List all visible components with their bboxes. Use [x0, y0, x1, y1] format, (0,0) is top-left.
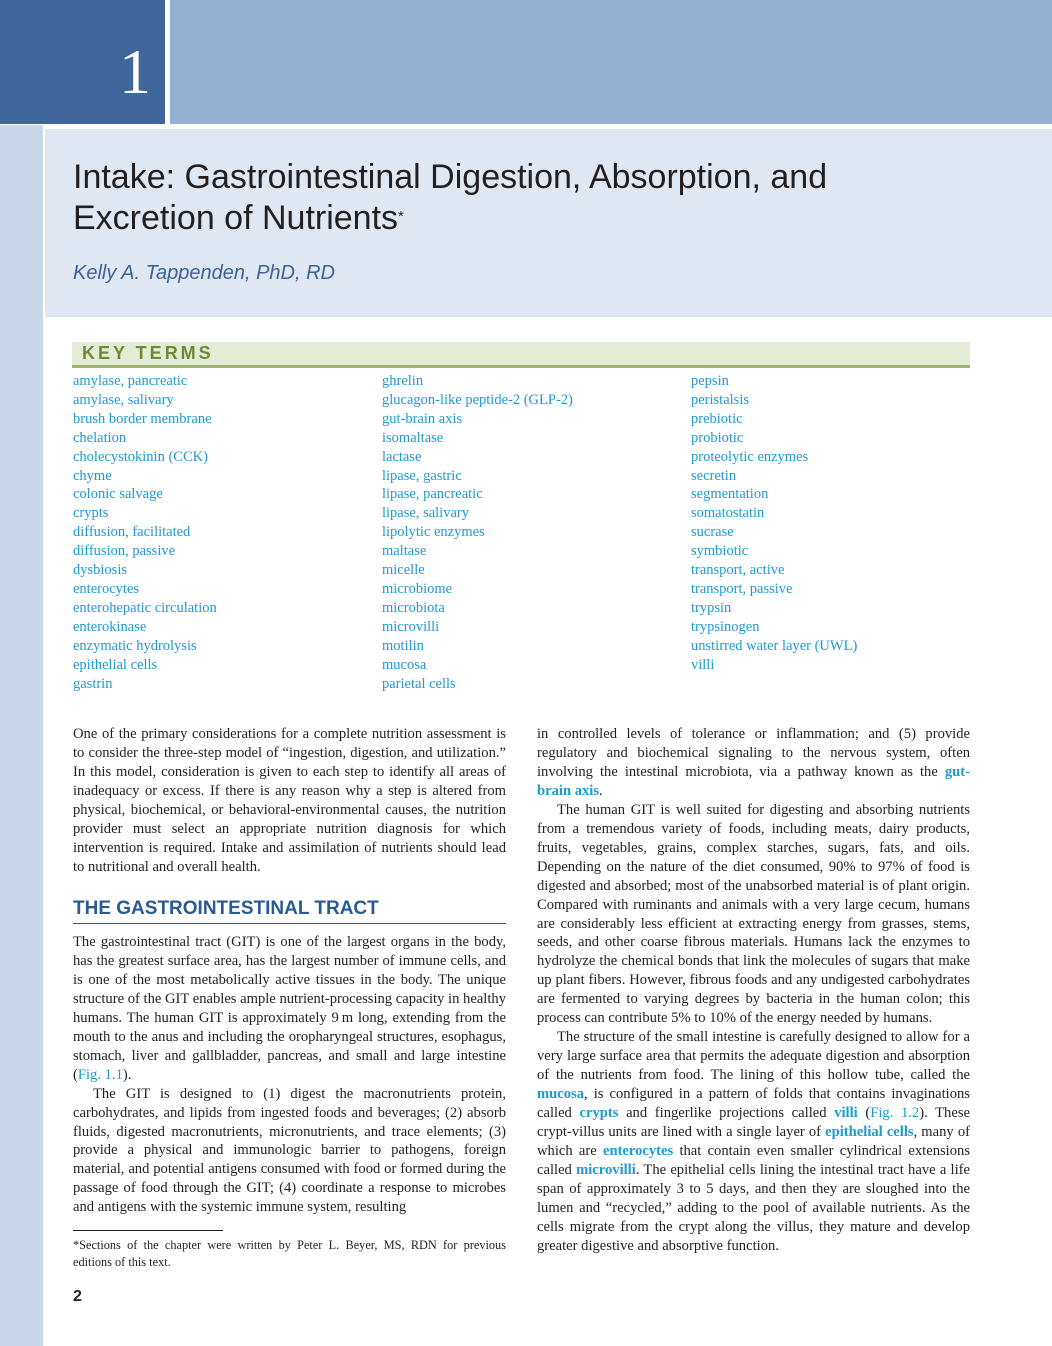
key-terms-heading: KEY TERMS — [82, 343, 214, 363]
intro-paragraph: One of the primary considerations for a complete nutrition assessment is to consider the three-step model of “ingestion, digestion, and utilization.” In this model, consideration is given to each step to identify all areas of inadequacy or excess. If there is any reason why a step is altered from physical, biochemical, or behavioral-environmental causes, the nutrition provider must select an appropriate nutrition diagnosis for which intervention is required. Intake and assimilation of nutrients should lead to nutritional and overall health. — [73, 726, 506, 875]
key-term[interactable]: trypsin — [691, 599, 732, 616]
r-p3-text-c: and fingerlike projections called — [618, 1105, 835, 1122]
git-p1-text-b: ). — [122, 1066, 132, 1083]
key-term[interactable]: secretin — [691, 467, 737, 484]
key-term[interactable]: lipolytic enzymes — [382, 524, 485, 541]
key-term[interactable]: microbiota — [382, 599, 445, 616]
key-term[interactable]: amylase, salivary — [73, 391, 174, 408]
r-p3-text-b: , is configured in a pattern of folds that contains invaginations called — [537, 1086, 970, 1122]
key-term[interactable]: lipase, pancreatic — [382, 486, 483, 503]
key-term[interactable]: parietal cells — [382, 675, 456, 692]
r-p3-text-e: ). These crypt-villus units are lined with a single layer of — [537, 1105, 970, 1141]
key-term[interactable]: diffusion, passive — [73, 543, 176, 560]
title-footnote-mark: * — [398, 208, 404, 225]
key-term[interactable]: crypts — [73, 505, 109, 522]
section-heading: THE GASTROINTESTINAL TRACT — [73, 898, 379, 919]
key-terms-column-2 — [382, 372, 682, 693]
chapter-title — [73, 157, 973, 239]
term-enterocytes[interactable]: enterocytes — [602, 1142, 674, 1159]
key-term[interactable]: maltase — [382, 543, 427, 560]
r-p3-text-a: The structure of the small intestine is carefully designed to allow for a very large surface area that permits the adequate digestion and absorption of the nutrients from food. The lining of this hollow tube, called the — [537, 1029, 970, 1084]
key-term[interactable]: enzymatic hydrolysis — [73, 637, 197, 654]
key-term[interactable]: symbiotic — [691, 543, 749, 560]
right-body-column — [537, 725, 970, 1256]
key-term[interactable]: epithelial cells — [73, 656, 158, 673]
key-term[interactable]: trypsinogen — [691, 618, 760, 635]
fig-1-1-link[interactable]: Fig. 1.1 — [77, 1066, 123, 1083]
key-term[interactable]: lipase, gastric — [382, 467, 462, 484]
key-term[interactable]: isomaltase — [382, 429, 444, 446]
key-term[interactable]: segmentation — [691, 486, 769, 503]
r-p1-text-b: . — [599, 782, 603, 799]
key-term[interactable]: microbiome — [382, 580, 453, 597]
key-terms-column-1 — [73, 372, 373, 693]
key-term[interactable]: ghrelin — [382, 373, 424, 389]
chapter-number: 1 — [119, 36, 151, 107]
key-term[interactable]: colonic salvage — [73, 486, 163, 503]
section-heading-rule — [73, 923, 506, 924]
key-term[interactable]: peristalsis — [691, 391, 749, 408]
key-term[interactable]: glucagon-like peptide-2 (GLP-2) — [382, 391, 573, 408]
header-band — [170, 0, 1052, 124]
key-term[interactable]: unstirred water layer (UWL) — [691, 637, 858, 654]
git-paragraph-1 — [73, 933, 506, 1085]
left-body-column — [73, 933, 506, 1217]
key-term[interactable]: motilin — [382, 637, 424, 654]
term-gut-brain-axis[interactable]: gut-brain axis — [537, 763, 970, 799]
right-paragraph-1 — [537, 725, 970, 801]
key-term[interactable]: cholecystokinin (CCK) — [73, 448, 208, 465]
r-p3-text-f: , many of which are — [537, 1124, 970, 1159]
r-p1-text-a: in controlled levels of tolerance or inflammation; and (5) provide regulatory and biochemical signaling to the nervous system, often involving the intestinal microbiota, via a pathway known as the — [537, 726, 970, 780]
term-villi[interactable]: villi — [834, 1105, 858, 1122]
git-p1-text-a: The gastrointestinal tract (GIT) is one of the largest organs in the body, has the greatest surface area, has the largest number of immune cells, and is one of the most metabolically active tissues in the body. The unique structure of the GIT enables ample nutrient-processing capacity in healthy humans. The human GIT is approximately 9 m long, extending from the mouth to the anus and including the oropharyngeal structures, esophagus, stomach, liver and gallbladder, pancreas, and small and large intestine ( — [73, 934, 506, 1083]
right-paragraph-3 — [537, 1028, 970, 1255]
fig-1-2-link[interactable]: Fig. 1.2 — [870, 1105, 920, 1122]
term-epithelial-cells[interactable]: epithelial cells — [825, 1124, 914, 1141]
key-term[interactable]: mucosa — [382, 656, 427, 673]
term-microvilli[interactable]: microvilli — [576, 1161, 636, 1178]
key-term[interactable]: dysbiosis — [73, 562, 127, 579]
key-term[interactable]: prebiotic — [691, 410, 743, 427]
key-term[interactable]: gastrin — [73, 675, 113, 692]
key-term[interactable]: villi — [691, 656, 715, 673]
r-p3-text-d: ( — [857, 1105, 871, 1122]
key-term[interactable]: sucrase — [691, 524, 734, 541]
key-term[interactable]: enterocytes — [73, 580, 140, 597]
chapter-author: Kelly A. Tappenden, PhD, RD — [73, 262, 336, 284]
key-term[interactable]: transport, active — [691, 562, 785, 579]
footnote: *Sections of the chapter were written by Peter L. Beyer, MS, RDN for previous editions of this text. — [73, 1238, 506, 1269]
key-term[interactable]: chyme — [73, 467, 112, 484]
key-terms-column-3 — [691, 372, 991, 675]
key-term[interactable]: lipase, salivary — [382, 505, 469, 522]
git-paragraph-2: The GIT is designed to (1) digest the macronutrients protein, carbohydrates, and lipids from ingested foods and beverages; (2) absorb fluids, digested macronutrients, micronutrients, and trace elements; (3) provide a physical and immunologic barrier to pathogens, foreign material, and potential antigens consumed with food or formed during the passage of food through the GIT; (4) coordinate a response to microbes and antigens with the systemic immune system, resulting — [73, 1085, 506, 1216]
r-p3-text-g: that contain even smaller cylindrical extensions called — [537, 1142, 970, 1178]
key-term[interactable]: gut-brain axis — [382, 410, 463, 427]
footnote-rule — [73, 1230, 223, 1231]
key-term[interactable]: pepsin — [691, 373, 729, 389]
term-mucosa[interactable]: mucosa — [537, 1086, 585, 1103]
intro-column — [73, 725, 506, 877]
key-term[interactable]: amylase, pancreatic — [73, 373, 188, 389]
key-term[interactable]: enterohepatic circulation — [73, 599, 217, 616]
chapter-title-text: Intake: Gastrointestinal Digestion, Absorption, and Excretion of Nutrients — [73, 158, 828, 237]
key-term[interactable]: chelation — [73, 429, 127, 446]
term-crypts[interactable]: crypts — [579, 1105, 619, 1122]
key-term[interactable]: lactase — [382, 448, 422, 465]
page-number: 2 — [73, 1288, 82, 1305]
key-term[interactable]: micelle — [382, 562, 425, 579]
key-term[interactable]: proteolytic enzymes — [691, 448, 809, 465]
key-term[interactable]: diffusion, facilitated — [73, 524, 191, 541]
key-term[interactable]: transport, passive — [691, 580, 793, 597]
key-term[interactable]: probiotic — [691, 429, 744, 446]
chapter-number-block — [0, 0, 165, 124]
key-term[interactable]: somatostatin — [691, 505, 765, 522]
key-term[interactable]: enterokinase — [73, 618, 147, 635]
key-terms-bar — [72, 342, 970, 368]
right-paragraph-2: The human GIT is well suited for digesting and absorbing nutrients from a tremendous variety of foods, including meats, dairy products, fruits, vegetables, grains, complex starches, sugars, fats, and oils. Depending on the nature of the diet consumed, 90% to 97% of food is digested and absorbed; most of the unabsorbed material is of plant origin. Compared with ruminants and animals with a very large cecum, humans are considerably less efficient at extracting energy from grasses, stems, seeds, and other coarse fibrous materials. Humans lack the enzymes to hydrolyze the chemical bonds that link the molecules of sugars that make up plant fibers. However, fibrous foods and any undigested carbohydrates are fermented to varying degrees by bacteria in the human colon; this process can contribute 5% to 10% of the energy needed by humans. — [537, 801, 970, 1027]
key-term[interactable]: microvilli — [382, 618, 440, 635]
r-p3-text-h: . The epithelial cells lining the intestinal tract have a life span of approximately 3 to 5 days, and then they are sloughed into the lumen and “recycled,” adding to the pool of available nutrients. As the cells migrate from the crypt along the villus, they mature and develop greater digestive and absorptive function. — [537, 1161, 970, 1254]
key-term[interactable]: brush border membrane — [73, 410, 212, 427]
left-margin-strip — [0, 125, 43, 1346]
